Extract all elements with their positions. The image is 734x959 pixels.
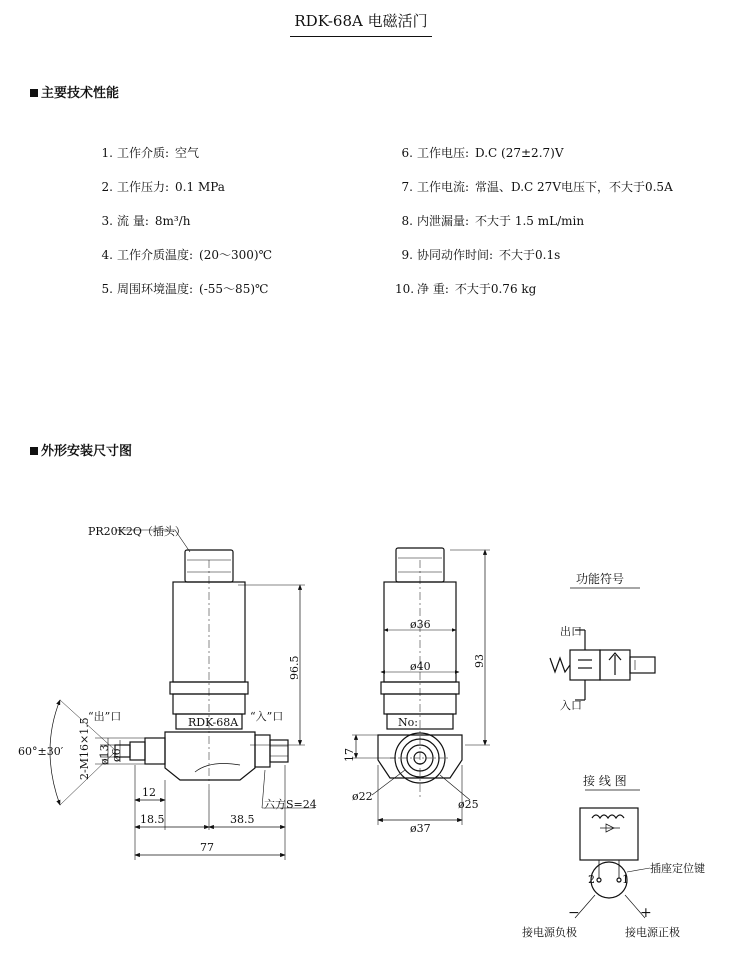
spec-number: 7. <box>401 180 413 194</box>
spec-key: 净 重: <box>417 282 449 296</box>
neg-sign: − <box>568 905 580 921</box>
spec-number: 6. <box>401 146 413 160</box>
d40-label: ø40 <box>410 660 431 673</box>
spec-key: 周围环境温度: <box>117 282 194 296</box>
specs-heading: 主要技术性能 <box>30 82 119 101</box>
spec-value: 空气 <box>175 146 200 160</box>
in-port-label: “入”口 <box>250 710 284 723</box>
page-title: RDK-68A 电磁活门 <box>290 10 432 37</box>
spec-number: 1. <box>101 146 113 160</box>
model-label: RDK-68A <box>188 716 239 729</box>
spec-key: 工作介质温度: <box>117 248 194 262</box>
spec-number: 2. <box>101 180 113 194</box>
spec-number: 3. <box>101 214 113 228</box>
spec-value: 常温、D.C 27V电压下，不大于0.5A <box>475 180 673 194</box>
d37-label: ø37 <box>410 822 431 835</box>
spec-key: 协同动作时间: <box>417 248 494 262</box>
d6-label: ø6 <box>110 748 123 762</box>
spec-number: 8. <box>401 214 413 228</box>
spec-key: 内泄漏量: <box>417 214 470 228</box>
drawing-heading: 外形安装尺寸图 <box>30 440 132 459</box>
spec-key: 工作介质: <box>117 146 170 160</box>
spec-value: D.C (27±2.7)V <box>475 146 564 160</box>
no-label: No: <box>398 716 418 729</box>
func-in-label: 入口 <box>560 699 582 712</box>
d13-label: ø13 <box>98 744 111 765</box>
function-title: 功能符号 <box>576 572 625 586</box>
neg-label: 接电源负极 <box>522 926 577 939</box>
dim-17: 17 <box>343 748 356 762</box>
pin-2: 2 <box>588 873 595 886</box>
spec-number: 5. <box>101 282 113 296</box>
spec-value: 0.1 MPa <box>175 180 225 194</box>
out-port-label: “出”口 <box>88 710 122 723</box>
spec-value: (-55～85)℃ <box>199 282 269 296</box>
spec-value: 不大于 1.5 mL/min <box>475 214 585 228</box>
d25-label: ø25 <box>458 798 479 811</box>
key-label: 插座定位键 <box>650 862 705 875</box>
angle-label: 60°±30′ <box>18 745 64 758</box>
dim-12: 12 <box>142 786 156 799</box>
spec-value: 8m³/h <box>154 214 191 228</box>
spec-number: 4. <box>101 248 113 262</box>
spec-key: 工作压力: <box>117 180 170 194</box>
wiring-diagram <box>575 780 650 918</box>
function-symbol <box>550 588 655 700</box>
thread-label: 2-M16×1.5 <box>78 717 91 780</box>
wiring-title: 接 线 图 <box>583 774 627 788</box>
spec-key: 流 量: <box>117 214 149 228</box>
plug-label: PR20K2Q（插头） <box>88 525 186 538</box>
hex-label: 六方S=24 <box>264 798 317 811</box>
d22-label: ø22 <box>352 790 373 803</box>
dim-96-5: 96.5 <box>288 655 301 680</box>
spec-value: 不大于0.1s <box>499 248 561 262</box>
func-out-label: 出口 <box>560 625 582 638</box>
spec-number: 10. <box>395 282 415 296</box>
dim-93: 93 <box>473 654 486 668</box>
spec-number: 9. <box>401 248 413 262</box>
spec-value: 不大于0.76 kg <box>454 282 537 296</box>
spec-key: 工作电流: <box>417 180 470 194</box>
dim-18-5: 18.5 <box>140 813 165 826</box>
dim-38-5: 38.5 <box>230 813 255 826</box>
side-view <box>352 548 490 825</box>
dim-77: 77 <box>200 841 214 854</box>
pos-sign: + <box>640 905 652 921</box>
pin-1: 1 <box>622 873 629 886</box>
spec-value: (20～300)℃ <box>199 248 273 262</box>
spec-key: 工作电压: <box>417 146 470 160</box>
d36-label: ø36 <box>410 618 431 631</box>
pos-label: 接电源正极 <box>625 926 680 939</box>
